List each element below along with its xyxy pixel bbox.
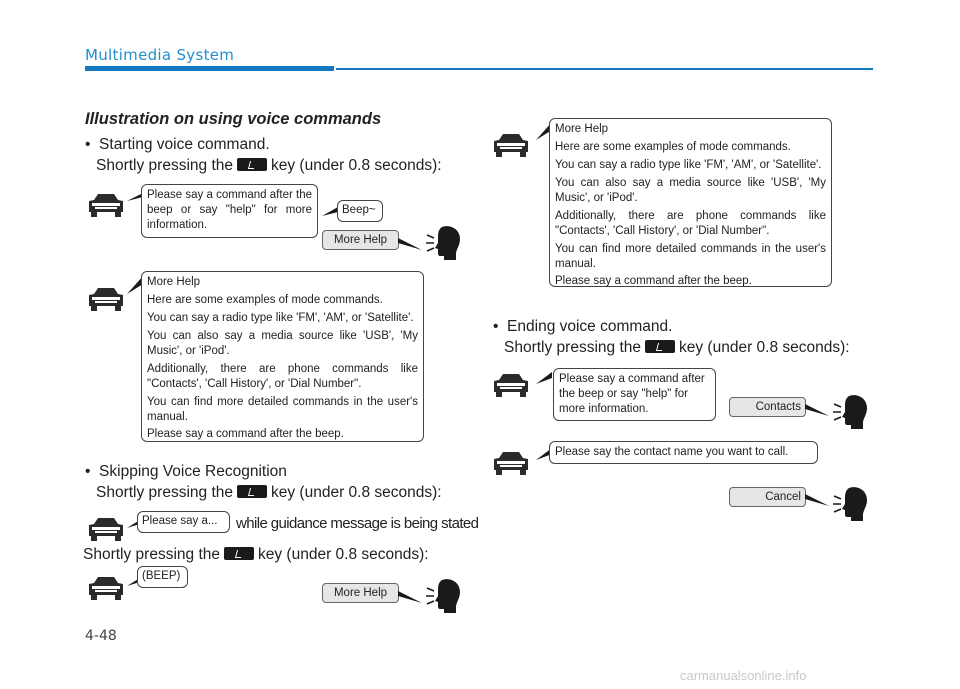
beep-bubble: (BEEP) bbox=[137, 566, 188, 588]
user-head-icon bbox=[833, 484, 871, 522]
user-command-pill: Cancel bbox=[729, 487, 806, 507]
speech-tail bbox=[398, 238, 422, 252]
car-icon bbox=[491, 132, 531, 158]
user-head-icon bbox=[426, 576, 464, 614]
speech-tail bbox=[805, 494, 829, 508]
skip-press-line: Shortly pressing the key (under 0.8 seconds): bbox=[96, 484, 442, 501]
user-command-pill: More Help bbox=[322, 230, 399, 250]
start-press-line: Shortly pressing the key (under 0.8 seconds): bbox=[96, 157, 442, 174]
header-rule-thin bbox=[336, 68, 873, 70]
start-bullet: • Starting voice command. bbox=[85, 136, 270, 153]
header-rule-thick bbox=[85, 66, 334, 71]
end-press-line: Shortly pressing the key (under 0.8 seconds): bbox=[504, 339, 850, 356]
user-command-pill: Contacts bbox=[729, 397, 806, 417]
watermark: carmanualsonline.info bbox=[680, 668, 807, 683]
contact-bubble: Please say the contact name you want to call. bbox=[549, 441, 818, 464]
user-command-pill: More Help bbox=[322, 583, 399, 603]
user-head-icon bbox=[426, 223, 464, 261]
car-icon bbox=[86, 516, 126, 542]
speech-tail bbox=[536, 366, 552, 386]
voice-key-icon bbox=[237, 485, 267, 498]
speech-tail bbox=[805, 404, 829, 418]
voice-key-icon bbox=[237, 158, 267, 171]
end-bullet: • Ending voice command. bbox=[493, 318, 673, 335]
page-number: 4-48 bbox=[85, 628, 117, 644]
help-bubble: More Help Here are some examples of mode commands. You can say a radio type like 'FM', 'AM', or 'Satellite'. You can also say a media source like 'USB', 'My Music', or 'iPod'. Additionally, there are phone commands like "Contacts', 'Call History', or 'Dial Number". You can find more detailed commands in the user's manual. Please say a command after the beep. bbox=[141, 271, 424, 442]
skip-bubble: Please say a... bbox=[137, 511, 230, 533]
skip-note: while guidance message is being stated bbox=[236, 515, 479, 532]
section-title: Multimedia System bbox=[85, 46, 235, 64]
beep-bubble: Beep~ bbox=[337, 200, 383, 222]
user-head-icon bbox=[833, 392, 871, 430]
car-icon bbox=[86, 192, 126, 218]
voice-key-icon bbox=[645, 340, 675, 353]
car-icon bbox=[86, 286, 126, 312]
page-heading: Illustration on using voice commands bbox=[85, 110, 382, 128]
skip-press-line-2: Shortly pressing the key (under 0.8 seconds): bbox=[83, 546, 429, 563]
prompt-bubble: Please say a command after the beep or say "help" for more information. bbox=[553, 368, 716, 421]
car-icon bbox=[86, 575, 126, 601]
skip-bullet: • Skipping Voice Recognition bbox=[85, 463, 287, 480]
speech-tail bbox=[398, 591, 422, 605]
help-bubble: More Help Here are some examples of mode commands. You can say a radio type like 'FM', 'AM', or 'Satellite'. You can also say a media source like 'USB', 'My Music', or 'iPod'. Additionally, there are phone commands like "Contacts', 'Call History', or 'Dial Number". You can find more detailed commands in the user's manual. Please say a command after the beep. bbox=[549, 118, 832, 287]
speech-tail bbox=[322, 203, 338, 217]
prompt-bubble: Please say a command after the beep or say "help" for more information. bbox=[141, 184, 318, 238]
car-icon bbox=[491, 450, 531, 476]
car-icon bbox=[491, 372, 531, 398]
voice-key-icon bbox=[224, 547, 254, 560]
